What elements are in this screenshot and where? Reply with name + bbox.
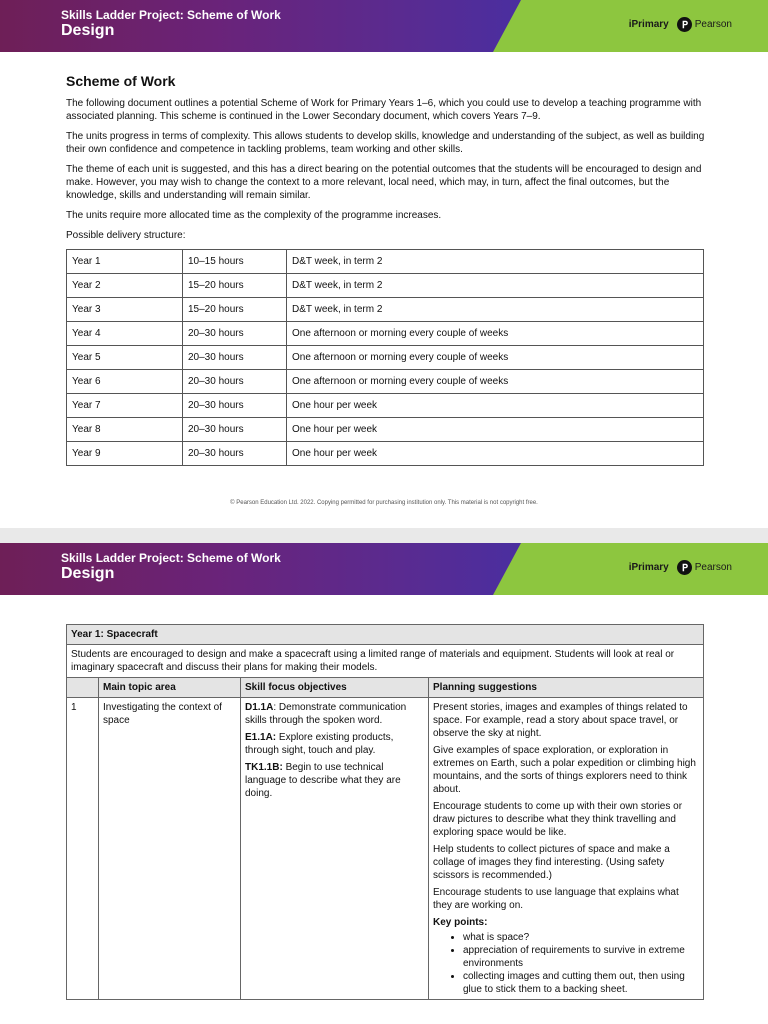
objective-tk11b: TK1.1B: Begin to use technical language to describe what they are doing.	[245, 762, 401, 799]
iprimary-logo: iPrimary	[628, 19, 669, 30]
suggestion-paragraph: Help students to collect pictures of space and make a collage of images they find interesting. (Using safety scissors is recommended.)	[433, 844, 670, 881]
banner-subject: Design	[61, 565, 115, 582]
pearson-logo	[677, 560, 732, 575]
delivery-year-cell: Year 4	[67, 322, 183, 346]
delivery-hours-cell: 20–30 hours	[183, 370, 287, 394]
delivery-year-cell: Year 8	[67, 418, 183, 442]
key-point: • what is space?	[463, 931, 699, 944]
key-point: • collecting images and cutting them out, then using glue to stick them to a backing sheet.	[463, 970, 699, 996]
delivery-row	[67, 346, 704, 370]
copyright-footer: © Pearson Education Ltd. 2022. Copying permitted for purchasing institution only. This material is not copyright free.	[230, 500, 538, 506]
delivery-schedule-cell: One afternoon or morning every couple of weeks	[287, 346, 704, 370]
key-points-list	[433, 931, 699, 996]
delivery-label: Possible delivery structure:	[66, 230, 186, 241]
delivery-year-cell: Year 3	[67, 298, 183, 322]
delivery-hours-cell: 20–30 hours	[183, 418, 287, 442]
delivery-row	[67, 370, 704, 394]
delivery-hours-cell: 20–30 hours	[183, 322, 287, 346]
delivery-year-cell: Year 9	[67, 442, 183, 466]
key-points-label: Key points:	[433, 917, 488, 928]
banner-logos	[629, 17, 732, 32]
row-topic: Investigating the context of space	[99, 698, 241, 1000]
delivery-schedule-cell: D&T week, in term 2	[287, 250, 704, 274]
delivery-year-cell: Year 5	[67, 346, 183, 370]
delivery-hours-cell: 20–30 hours	[183, 346, 287, 370]
suggestion-paragraph: Encourage students to use language that explains what they are working on.	[433, 887, 679, 911]
unit-title: Year 1: Spacecraft	[67, 625, 704, 645]
delivery-row	[67, 250, 704, 274]
header-planning: Planning suggestions	[429, 678, 704, 698]
pearson-wordmark: Pearson	[694, 562, 732, 573]
delivery-schedule-cell: D&T week, in term 2	[287, 274, 704, 298]
row-suggestions	[429, 698, 704, 1000]
pearson-icon	[677, 17, 692, 32]
time-paragraph: The units require more allocated time as the complexity of the programme increases.	[66, 210, 442, 221]
row-objectives	[241, 698, 429, 1000]
iprimary-logo: iPrimary	[628, 562, 669, 573]
delivery-schedule-cell: One afternoon or morning every couple of weeks	[287, 322, 704, 346]
delivery-hours-cell: 15–20 hours	[183, 274, 287, 298]
delivery-schedule-cell: One hour per week	[287, 394, 704, 418]
unit-intro-row	[67, 645, 704, 678]
delivery-schedule-cell: One hour per week	[287, 418, 704, 442]
delivery-year-cell: Year 1	[67, 250, 183, 274]
delivery-hours-cell: 15–20 hours	[183, 298, 287, 322]
delivery-hours-cell: 20–30 hours	[183, 442, 287, 466]
objective-e11a: E1.1A: Explore existing products, through sight, touch and play.	[245, 732, 394, 756]
banner-title: Skills Ladder Project: Scheme of Work	[61, 8, 281, 22]
pearson-logo	[677, 17, 732, 32]
unit-header-row	[67, 678, 704, 698]
unit-table	[66, 624, 704, 1000]
delivery-year-cell: Year 2	[67, 274, 183, 298]
header-main-topic: Main topic area	[99, 678, 241, 698]
delivery-row	[67, 298, 704, 322]
banner-subject: Design	[61, 22, 115, 39]
delivery-hours-cell: 10–15 hours	[183, 250, 287, 274]
document-page-2	[0, 543, 768, 1024]
suggestion-paragraph: Encourage students to come up with their own stories or draw pictures to describe what they think travelling and exploring space would be like.	[433, 801, 683, 838]
row-number: 1	[67, 698, 99, 1000]
unit-title-row	[67, 625, 704, 645]
pearson-icon	[677, 560, 692, 575]
page-banner	[0, 0, 768, 52]
delivery-schedule-cell: One hour per week	[287, 442, 704, 466]
delivery-schedule-cell: D&T week, in term 2	[287, 298, 704, 322]
delivery-row	[67, 442, 704, 466]
suggestion-paragraph: Present stories, images and examples of things related to space. For example, read a story about space travel, or observe the sky at night.	[433, 702, 688, 739]
delivery-year-cell: Year 7	[67, 394, 183, 418]
header-skill-focus: Skill focus objectives	[241, 678, 429, 698]
suggestion-paragraph: Give examples of space exploration, or exploration in extremes on Earth, such a polar expedition or climbing high mountains, and the sorts of things explorers need to think about.	[433, 745, 696, 795]
unit-row-1	[67, 698, 704, 1000]
complexity-paragraph: The units progress in terms of complexity. This allows students to develop skills, knowledge and understanding of the subject, as well as building their own confidence and competence in tackling problems, team working and other skills.	[66, 131, 705, 155]
delivery-row	[67, 322, 704, 346]
delivery-row	[67, 274, 704, 298]
delivery-row	[67, 394, 704, 418]
header-number	[67, 678, 99, 698]
page-heading: Scheme of Work	[66, 73, 176, 89]
page-banner	[0, 543, 768, 595]
delivery-hours-cell: 20–30 hours	[183, 394, 287, 418]
key-point: • appreciation of requirements to survive in extreme environments	[463, 944, 699, 970]
theme-paragraph: The theme of each unit is suggested, and this has a direct bearing on the potential outcomes that the students will be encouraged to design and make. However, you may wish to change the context to a more relevant, local need, which may, in turn, affect the final outcomes, but the knowledge, skills and understanding will remain similar.	[66, 164, 702, 201]
pearson-wordmark: Pearson	[694, 19, 732, 30]
unit-intro: Students are encouraged to design and make a spacecraft using a limited range of materials and equipment. Students will look at real or imaginary spacecraft and discuss their plans for making their models.	[67, 645, 704, 678]
intro-paragraph: The following document outlines a potential Scheme of Work for Primary Years 1–6, which you could use to develop a teaching programme with associated planning. This scheme is continued in the Lower Secondary document, which covers Years 7–9.	[66, 98, 702, 122]
banner-logos	[629, 560, 732, 575]
delivery-year-cell: Year 6	[67, 370, 183, 394]
objective-d11a: D1.1A: Demonstrate communication skills through the spoken word.	[245, 702, 407, 726]
page-content	[66, 73, 706, 466]
delivery-structure-table	[66, 249, 704, 466]
delivery-schedule-cell: One afternoon or morning every couple of weeks	[287, 370, 704, 394]
banner-title: Skills Ladder Project: Scheme of Work	[61, 551, 281, 565]
delivery-row	[67, 418, 704, 442]
